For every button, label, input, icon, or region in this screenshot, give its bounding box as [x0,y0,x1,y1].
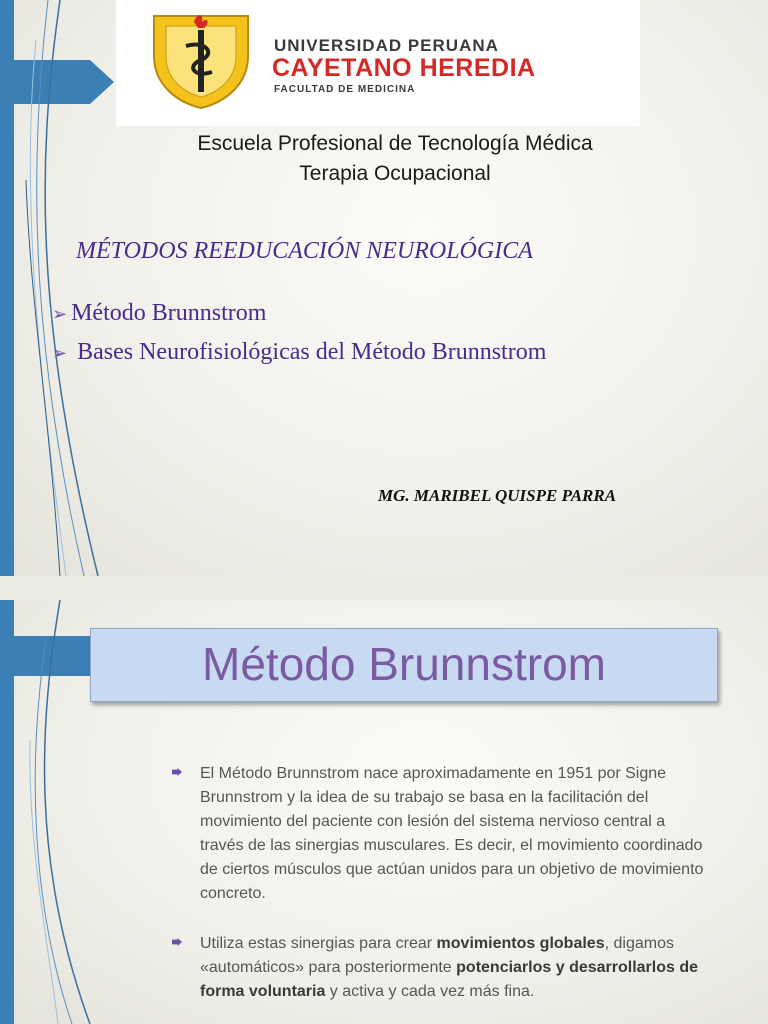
bold-text: movimientos globales [436,935,605,952]
program-name: Terapia Ocupacional [299,162,491,185]
slide-title: Método Brunnstrom [202,638,606,690]
faculty-name: FACULTAD DE MEDICINA [274,84,416,95]
author-name: MG. MARIBEL QUISPE PARRA [378,486,617,505]
section-heading: MÉTODOS REEDUCACIÓN NEUROLÓGICA [76,238,533,264]
school-name: Escuela Profesional de Tecnología Médica [197,132,593,155]
text-run: y activa y cada vez más fina. [325,983,535,1000]
bullet-text: Bases Neurofisiológicas del Método Brunnstrom [71,339,547,365]
university-shield-icon [146,10,256,110]
text-run: Utiliza estas sinergias para crear [200,935,437,952]
university-logo [116,0,640,126]
bullet-arrow-icon: ➢ [52,304,68,324]
bullet-arrow-icon [172,768,182,776]
text-run: , digamos «automáticos» para posteriormente [200,935,674,976]
slide-title-box [90,628,718,702]
paragraph-text: El Método Brunnstrom nace aproximadamente en 1951 por Signe Brunnstrom y la idea de su trabajo se basa en la facilitación del movimiento del paciente con lesión del sistema nervioso central a través de las sinergias musculares. Es decir, el movimiento coordinado de ciertos músculos que actúan unidos para un objetivo de movimiento concreto. [200,765,704,902]
bold-text: potenciarlos y desarrollarlos de forma voluntaria [200,959,699,1000]
bullet-arrow-icon: ➢ [52,343,68,363]
paragraph-text [200,932,712,1004]
slide-content [0,600,768,1024]
bullet-item [52,300,266,327]
bullet-arrow-icon [172,938,182,946]
bullet-item [52,339,546,366]
university-name-line1: UNIVERSIDAD PERUANA [274,36,499,55]
university-name-line2: CAYETANO HEREDIA [272,54,536,82]
bullet-text: Método Brunnstrom [71,300,267,326]
